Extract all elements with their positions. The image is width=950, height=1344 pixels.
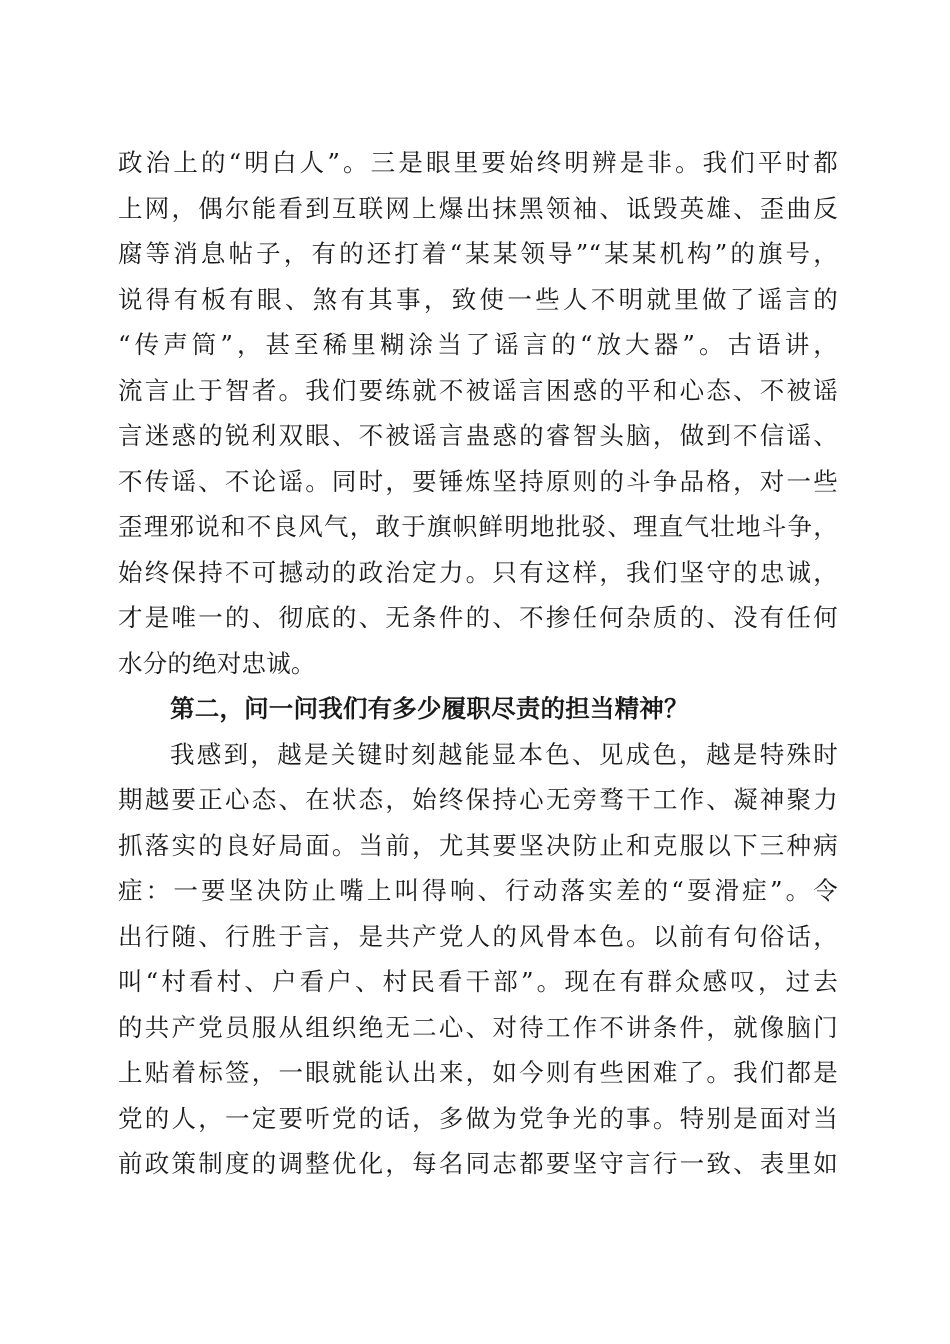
text-line: 腐等消息帖子，有的还打着“某某领导”“某某机构”的旗号，	[118, 239, 838, 268]
text-line: 的共产党员服从组织绝无二心、对待工作不讲条件，就像脑门	[118, 1012, 838, 1042]
text-line: 说得有板有眼、煞有其事，致使一些人不明就里做了谣言的	[118, 284, 838, 314]
text-line: 政治上的“明白人”。三是眼里要始终明辨是非。我们平时都	[118, 148, 838, 177]
text-line: 期越要正心态、在状态，始终保持心无旁骛干工作、凝神聚力	[118, 785, 838, 814]
text-line: 上贴着标签，一眼就能认出来，如今则有些困难了。我们都是	[118, 1058, 838, 1087]
text-line: 抓落实的良好局面。当前，尤其要坚决防止和克服以下三种病	[118, 830, 838, 860]
text-line: 始终保持不可撼动的政治定力。只有这样，我们坚守的忠诚，	[118, 557, 838, 587]
text-line: 歪理邪说和不良风气，敢于旗帜鲜明地批驳、理直气壮地斗争，	[118, 512, 838, 541]
text-line: 党的人，一定要听党的话，多做为党争光的事。特别是面对当	[118, 1103, 838, 1133]
body-text	[118, 140, 838, 1187]
text-line: 不传谣、不论谣。同时，要锤炼坚持原则的斗争品格，对一些	[118, 466, 838, 496]
text-line: 上网，偶尔能看到互联网上爆出抹黑领袖、诋毁英雄、歪曲反	[118, 193, 838, 223]
text-line: 叫“村看村、户看户、村民看干部”。现在有群众感叹，过去	[118, 967, 838, 996]
text-line: 前政策制度的调整优化，每名同志都要坚守言行一致、表里如	[118, 1149, 838, 1178]
text-line: 流言止于智者。我们要练就不被谣言困惑的平和心态、不被谣	[118, 375, 838, 405]
text-line: 言迷惑的锐利双眼、不被谣言蛊惑的睿智头脑，做到不信谣、	[118, 421, 838, 450]
text-line: 水分的绝对忠诚。	[118, 648, 316, 678]
text-line: “传声筒”，甚至稀里糊涂当了谣言的“放大器”。古语讲，	[118, 330, 838, 359]
text-line: 才是唯一的、彻底的、无条件的、不掺任何杂质的、没有任何	[118, 603, 838, 632]
section-heading: 第二，问一问我们有多少履职尽责的担当精神？	[170, 694, 689, 723]
text-line: 症：一要坚决防止嘴上叫得响、行动落实差的“耍滑症”。令	[118, 876, 838, 905]
paragraph-first-line: 我感到，越是关键时刻越能显本色、见成色，越是特殊时	[170, 739, 838, 769]
text-line: 出行随、行胜于言，是共产党人的风骨本色。以前有句俗话，	[118, 921, 838, 951]
